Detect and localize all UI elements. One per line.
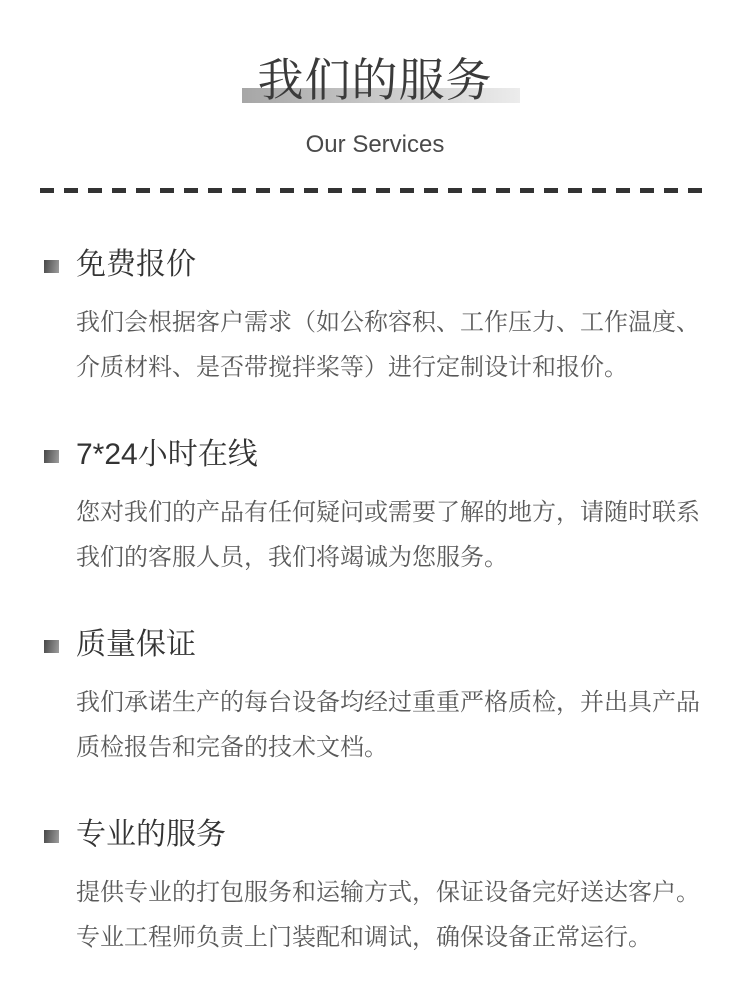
services-list	[40, 246, 710, 960]
service-item-title: 7*24小时在线	[76, 438, 258, 471]
description-line: 我们会根据客户需求（如公称容积、工作压力、工作温度、	[76, 309, 700, 336]
service-item-title: 专业的服务	[76, 818, 226, 851]
page-title: 我们的服务	[257, 54, 493, 106]
service-item-description	[76, 490, 710, 580]
service-item-description	[76, 680, 710, 770]
page-subtitle: Our Services	[305, 131, 445, 158]
service-item-description	[76, 300, 710, 390]
section-header	[40, 52, 710, 160]
description-line: 我们承诺生产的每台设备均经过重重严格质检，并出具产品	[76, 689, 700, 716]
service-item-title: 免费报价	[76, 248, 196, 281]
square-bullet-icon	[44, 450, 59, 463]
service-item-header	[40, 246, 710, 284]
description-line: 介质材料、是否带搅拌桨等）进行定制设计和报价。	[76, 354, 628, 381]
service-item-description	[76, 870, 710, 960]
service-item-header	[40, 816, 710, 854]
service-item	[40, 626, 710, 770]
description-line: 专业工程师负责上门装配和调试，确保设备正常运行。	[76, 924, 652, 951]
service-item-header	[40, 436, 710, 474]
dashed-divider	[40, 188, 710, 193]
description-line: 质检报告和完备的技术文档。	[76, 734, 388, 761]
square-bullet-icon	[44, 260, 59, 273]
section-title-wrap	[258, 52, 493, 108]
description-line: 您对我们的产品有任何疑问或需要了解的地方，请随时联系	[76, 499, 700, 526]
description-line: 提供专业的打包服务和运输方式，保证设备完好送达客户。	[76, 879, 700, 906]
service-item-title: 质量保证	[76, 628, 196, 661]
service-item	[40, 246, 710, 390]
service-item-header	[40, 626, 710, 664]
service-item	[40, 816, 710, 960]
description-line: 我们的客服人员，我们将竭诚为您服务。	[76, 544, 508, 571]
service-item	[40, 436, 710, 580]
square-bullet-icon	[44, 640, 59, 653]
square-bullet-icon	[44, 830, 59, 843]
